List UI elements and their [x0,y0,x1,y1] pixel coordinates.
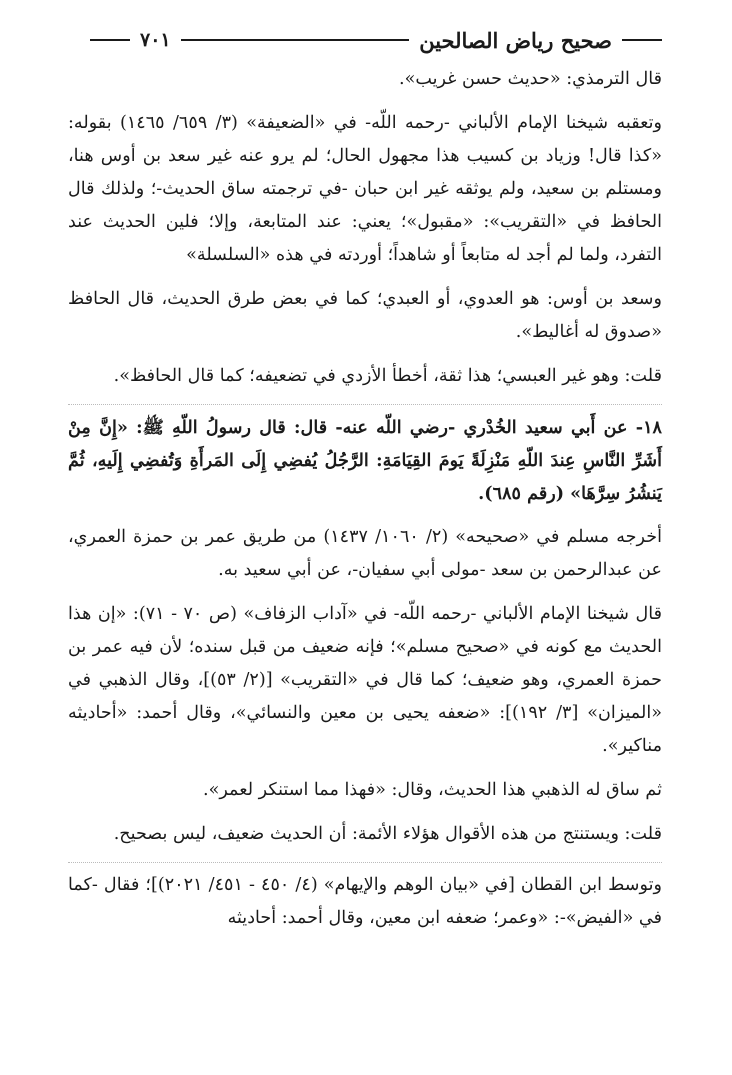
header-rule-right [622,39,662,41]
running-title: صحيح رياض الصالحين [419,27,612,53]
header-rule-middle [181,39,410,41]
paragraph-albani-comment: وتعقبه شيخنا الإمام الألباني -رحمه اللّه- في «الضعيفة» (٣/ ٦٥٩/ ١٤٦٥) بقوله: «كذا قال! وزياد بن كسيب هذا مجهول الحال؛ لم يرو عنه غير سعد بن أوس هنا، ومستلم بن سعيد، ولم يوثقه غير ابن حبان -في ترجمته ساق الحديث-؛ ولذلك قال الحافظ في «التقريب»: «مقبول»؛ يعني: عند المتابعة، وإلا؛ فلين الحديث عند التفرد، ولما لم أجد له متابعاً أو شاهداً؛ أوردته في هذه «السلسلة» [68,113,662,265]
paragraph-dhahabi: ثم ساق له الذهبي هذا الحديث، وقال: «فهذا مما استنكر لعمر». [202,780,662,800]
paragraph-ibn-qattan: وتوسط ابن القطان [في «بيان الوهم والإيهام» (٤/ ٤٥٠ - ٤٥١/ ٢٠٢١)]؛ فقال -كما في «الفيض»-: «وعمر؛ ضعفه ابن معين، وقال أحمد: أحاديثه [68,862,662,935]
paragraph-tirmidhi: قال الترمذي: «حديث حسن غريب». [399,69,662,89]
hadith-18: ١٨- عن أَبي سعيد الخُدْري -رضي اللّه عنه- قال: قال رسولُ اللّهِ ﷺ: «إِنَّ مِنْ أَشَرِّ النَّاسِ عِندَ اللّهِ مَنْزِلَةً يَومَ القِيَامَةِ: الرَّجُلُ يُفضِي إِلَى المَرأَةِ وَتُفضِي إِلَيهِ، ثُمَّ يَنشُرُ سِرَّهَا» (رقم ٦٨٥). [68,404,662,510]
paragraph-conclusion: قلت: ويستنتج من هذه الأقوال هؤلاء الأئمة: أن الحديث ضعيف، ليس بصحيح. [113,824,662,844]
paragraph-qultu-absi: قلت: وهو غير العبسي؛ هذا ثقة، أخطأ الأزدي في تضعيفه؛ كما قال الحافظ». [113,366,662,386]
paragraph-muslim-takhrij: أخرجه مسلم في «صحيحه» (٢/ ١٠٦٠/ ١٤٣٧) من طريق عمر بن حمزة العمري، عن عبدالرحمن بن سعد -مولى أبي سفيان-، عن أبي سعيد به. [68,527,662,580]
running-header [90,20,662,60]
page-number: ٧٠١ [140,29,171,51]
paragraph-adab-zifaf: قال شيخنا الإمام الألباني -رحمه اللّه- في «آداب الزفاف» (ص ٧٠ - ٧١): «إن هذا الحديث مع كونه في «صحيح مسلم»؛ فإنه ضعيف من قبل سنده؛ لأن فيه عمر بن حمزة العمري، وهو ضعيف؛ كما قال في «التقريب» [(٢/ ٥٣)]، وقال الذهبي في «الميزان» [٣/ ١٩٢)]: «ضعفه يحيى بن معين والنسائي»، وقال أحمد: «أحاديثه مناكير». [68,604,663,756]
header-rule-left [90,39,130,41]
page-body [68,63,662,946]
paragraph-saad-bin-aws: وسعد بن أوس: هو العدوي، أو العبدي؛ كما في بعض طرق الحديث، قال الحافظ «صدوق له أغاليط». [68,289,662,342]
